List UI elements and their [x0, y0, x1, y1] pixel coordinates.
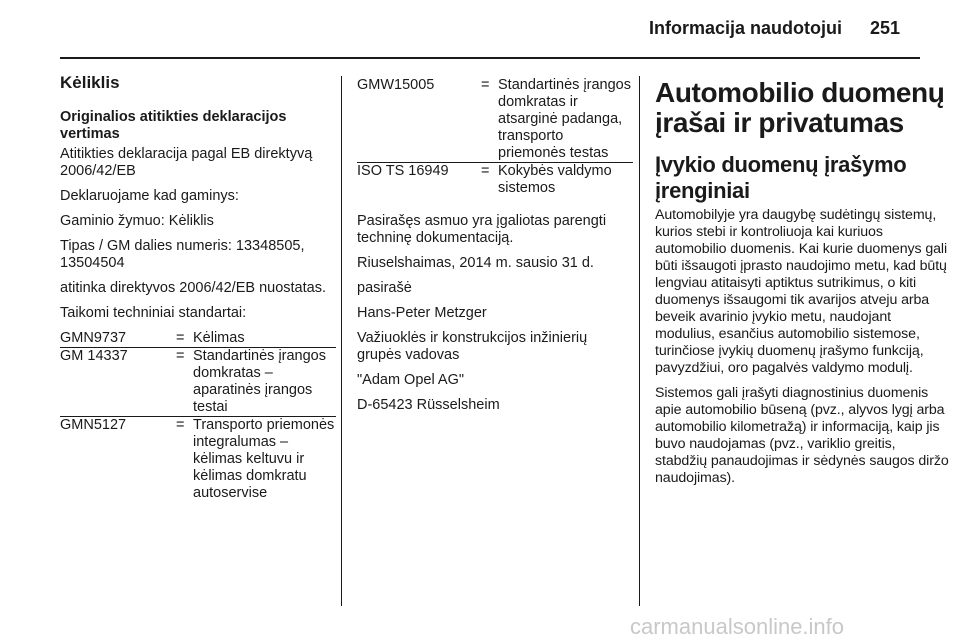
column-1 [60, 74, 336, 512]
main-heading: Automobilio duomenų įrašai ir privatumas [655, 77, 945, 138]
standard-description: Transporto priemonės integralumas – kėlimas keltuvu ir kėlimas domkratu autoservise [193, 417, 335, 501]
paragraph: "Adam Opel AG" [357, 372, 465, 388]
sub-heading: Įvykio duomenų įrašymo įrenginiai [655, 152, 907, 203]
paragraph: Gaminio žymuo: Kėliklis [60, 213, 214, 229]
equals-sign: = [481, 163, 498, 198]
column-2 [357, 77, 633, 422]
header-title: Informacija naudotojui [648, 18, 842, 38]
paragraph: Hans-Peter Metzger [357, 305, 487, 321]
paragraph: Riuselshaimas, 2014 m. sausio 31 d. [357, 255, 594, 271]
table-row [357, 163, 633, 198]
standard-description: Kėlimas [193, 330, 245, 346]
paragraph: D-65423 Rüsselsheim [357, 397, 500, 413]
paragraph: Tipas / GM dalies numeris: 13348505, 13504504 [60, 238, 305, 271]
standard-description: Standartinės įrangos domkratas – aparatinės įrangos testai [193, 348, 336, 417]
equals-sign: = [176, 330, 185, 346]
section-title-jack: Kėliklis [60, 73, 120, 92]
paragraph: Sistemos gali įrašyti diagnostinius duomenis apie automobilio būseną (pvz., alyvos lygį arba automobilio kilometražą) ir informaciją, kaip jis buvo naudojamas (pvz., variklio greitis, stabdžių panaudojimas ir sėdynės saugos diržo naudojimas). [655, 385, 949, 486]
column-divider-1 [341, 76, 342, 606]
standards-table-continued [357, 77, 633, 197]
table-row [60, 348, 336, 417]
paragraph: Deklaruojame kad gaminys: [60, 188, 239, 204]
declaration-subheading: Originalios atitikties deklaracijos vertimas [60, 109, 287, 142]
equals-sign: = [176, 348, 193, 417]
paragraph: Važiuoklės ir konstrukcijos inžinierių grupės vadovas [357, 330, 588, 363]
table-row [60, 330, 336, 348]
equals-sign: = [176, 417, 193, 503]
standard-code: ISO TS 16949 [357, 163, 481, 198]
header-rule [60, 57, 920, 59]
paragraph: Pasirašęs asmuo yra įgaliotas parengti techninę dokumentaciją. [357, 213, 607, 246]
table-row [357, 77, 633, 163]
standard-description: Kokybės valdymo sistemos [498, 163, 633, 198]
column-divider-2 [639, 76, 640, 606]
standard-code: GMN5127 [60, 417, 176, 503]
paragraph: Taikomi techniniai standartai: [60, 305, 247, 321]
paragraph: Automobilyje yra daugybę sudėtingų sistemų, kurios stebi ir kontroliuoja kai kuriuos automobilio duomenis. Kai kurie duomenys gali būti išsaugoti įprasto naudojimo metu, kad būtų lengviau atitaisyti aptiktus sutrikimus, o kiti duomenys išsaugomi tik avarijos atveju arba beveik avarinio įvykio metu, naudojant modulius, esančius automobilio sistemose, turinčiose įvykių duomenų įrašymo funkciją, pavyzdžiui, oro pagalvės valdymo modulį. [655, 207, 948, 376]
standard-code: GM 14337 [60, 348, 176, 417]
table-row [60, 417, 336, 503]
paragraph: Atitikties deklaracija pagal EB direktyvą 2006/42/EB [60, 146, 313, 179]
standards-table [60, 330, 336, 502]
standard-code: GMW15005 [357, 77, 435, 93]
paragraph: pasirašė [357, 280, 412, 296]
standard-description: Standartinės įrangos domkratas ir atsarginė padanga, transporto priemonės testas [498, 77, 631, 161]
paragraph: atitinka direktyvos 2006/42/EB nuostatas. [60, 280, 326, 296]
equals-sign: = [481, 77, 490, 93]
standard-code: GMN9737 [60, 330, 127, 346]
watermark: carmanualsonline.info [630, 614, 845, 639]
column-3 [655, 78, 951, 495]
page-number: 251 [870, 18, 901, 38]
